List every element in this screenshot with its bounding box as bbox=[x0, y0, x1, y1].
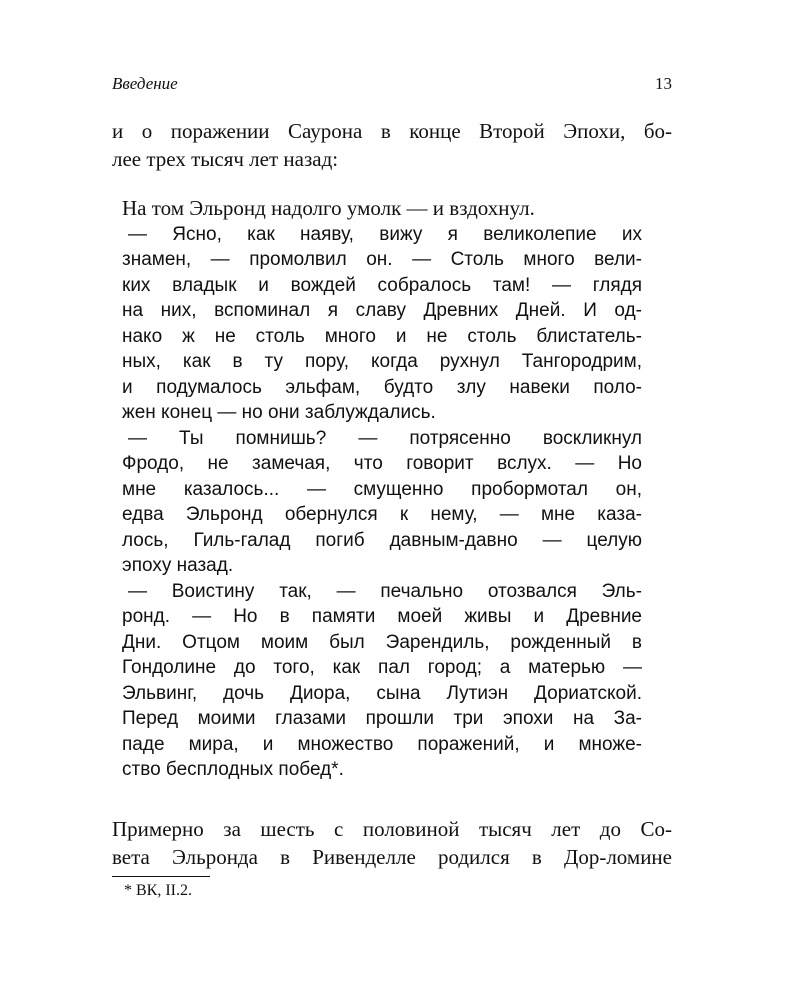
quote-line: На том Эльронд надолго умолк — и вздохнул. bbox=[122, 196, 535, 220]
quote-line: Дни. Отцом моим был Эарендиль, рожденный в bbox=[122, 631, 642, 653]
quote-line: Эльвинг, дочь Диора, сына Лутиэн Дориатской. bbox=[122, 682, 642, 704]
quote-line: эпоху назад. bbox=[122, 555, 234, 576]
text-line: и о поражении Саурона в конце Второй Эпохи, бо- bbox=[112, 119, 672, 143]
quote-line: — Ты помнишь? — потрясенно воскликнул bbox=[128, 427, 642, 449]
quote-line: ство бесплодных побед*. bbox=[122, 759, 344, 780]
running-title: Введение bbox=[112, 74, 178, 93]
quote-line: мне казалось... — смущенно пробормотал он, bbox=[122, 478, 642, 500]
page-number: 13 bbox=[655, 74, 672, 93]
quote-line: знамен, — промолвил он. — Столь много вели- bbox=[122, 249, 642, 270]
quote-line: — Воистину так, — печально отозвался Эль- bbox=[128, 580, 642, 602]
quote-line: ких владык и вождей собралось там! — глядя bbox=[122, 274, 642, 296]
closing-paragraph bbox=[112, 815, 672, 871]
quote-line: на них, вспоминал я славу Древних Дней. И од- bbox=[122, 300, 642, 321]
quote-line: жен конец — но они заблуждались. bbox=[122, 402, 436, 423]
quote-line: паде мира, и множество поражений, и множе- bbox=[122, 733, 642, 755]
footnote: * ВК, II.2. bbox=[124, 882, 192, 899]
quote-line: едва Эльронд обернулся к нему, — мне каза- bbox=[122, 504, 642, 525]
quote-line: — Ясно, как наяву, вижу я великолепие их bbox=[128, 223, 642, 245]
quote-line: нако ж не столь много и не столь блистатель- bbox=[122, 325, 642, 347]
quote-line: лось, Гиль-галад погиб давным-давно — целую bbox=[122, 529, 642, 551]
text-line: вета Эльронда в Ривенделле родился в Дор-ломине bbox=[112, 845, 672, 869]
footnote-divider bbox=[112, 876, 210, 877]
quote-line: Перед моими глазами прошли три эпохи на За- bbox=[122, 708, 642, 729]
intro-paragraph bbox=[112, 117, 672, 173]
quote-line: Фродо, не замечая, что говорит вслух. — Но bbox=[122, 453, 642, 474]
quote-line: и подумалось эльфам, будто злу навеки поло- bbox=[122, 376, 642, 398]
text-line: Примерно за шесть с половиной тысяч лет до Со- bbox=[112, 817, 672, 841]
quote-line: Гондолине до того, как пал город; а матерью — bbox=[122, 657, 642, 678]
quote-line: ных, как в ту пору, когда рухнул Тангородрим, bbox=[122, 351, 642, 372]
quotation-block bbox=[122, 196, 642, 783]
quote-line: ронд. — Но в памяти моей живы и Древние bbox=[122, 606, 642, 627]
text-line: лее трех тысяч лет назад: bbox=[112, 147, 339, 171]
